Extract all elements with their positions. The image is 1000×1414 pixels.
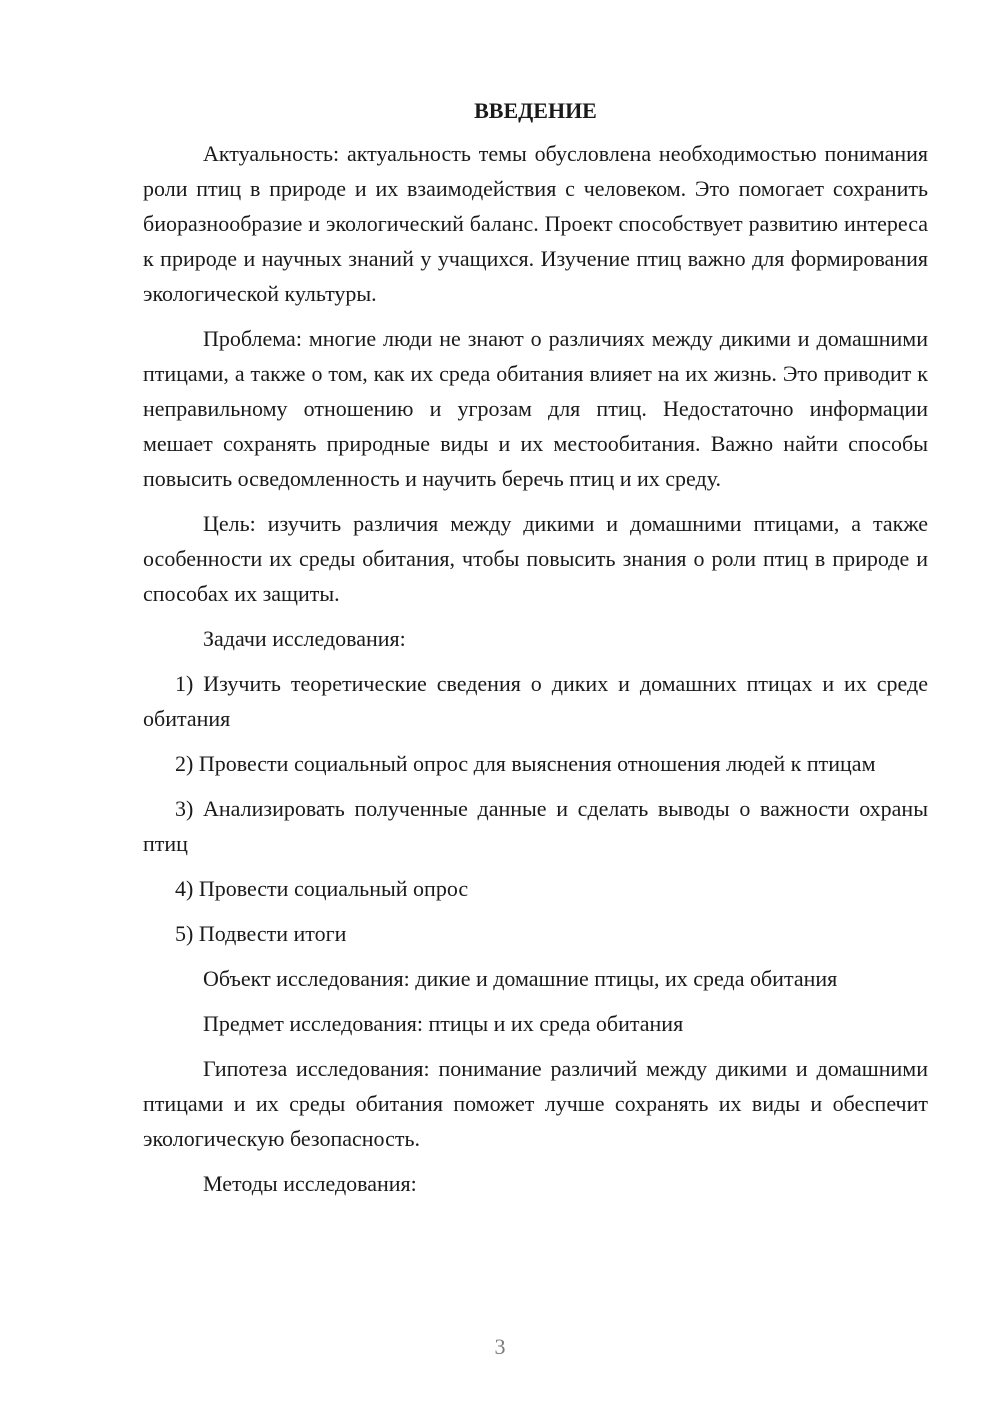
relevance-paragraph: Актуальность: актуальность темы обусловлена необходимостью понимания роли птиц в природе и их взаимодействия с человеком. Это помогает сохранить биоразнообразие и экологический баланс. Проект способствует развитию интереса к природе и научных знаний у учащихся. Изучение птиц важно для формирования экологической культуры. [143, 141, 928, 306]
research-subject: Предмет исследования: птицы и их среда обитания [203, 1011, 684, 1036]
task-item: 3) Анализировать полученные данные и сделать выводы о важности охраны птиц [143, 796, 928, 856]
methods-heading: Методы исследования: [203, 1171, 417, 1196]
task-item: 4) Провести социальный опрос [175, 876, 469, 901]
page-number: 3 [494, 1334, 506, 1359]
hypothesis-paragraph: Гипотеза исследования: понимание различий между дикими и домашними птицами и их среды обитания поможет лучше сохранять их виды и обеспечит экологическую безопасность. [143, 1056, 928, 1151]
tasks-heading: Задачи исследования: [203, 626, 406, 651]
problem-paragraph: Проблема: многие люди не знают о различиях между дикими и домашними птицами, а также о том, как их среда обитания влияет на их жизнь. Это приводит к неправильному отношению и угрозам для птиц. Недостаточно информации мешает сохранять природные виды и их местообитания. Важно найти способы повысить осведомленность и научить беречь птиц и их среду. [143, 326, 928, 491]
document-page [143, 96, 928, 1211]
research-object: Объект исследования: дикие и домашние птицы, их среда обитания [203, 966, 838, 991]
page-title: ВВЕДЕНИЕ [474, 98, 597, 123]
task-item: 5) Подвести итоги [175, 921, 347, 946]
task-item: 2) Провести социальный опрос для выяснения отношения людей к птицам [175, 751, 876, 776]
task-item: 1) Изучить теоретические сведения о диких и домашних птицах и их среде обитания [143, 671, 928, 731]
goal-paragraph: Цель: изучить различия между дикими и домашними птицами, а также особенности их среды обитания, чтобы повысить знания о роли птиц в природе и способах их защиты. [143, 511, 928, 606]
